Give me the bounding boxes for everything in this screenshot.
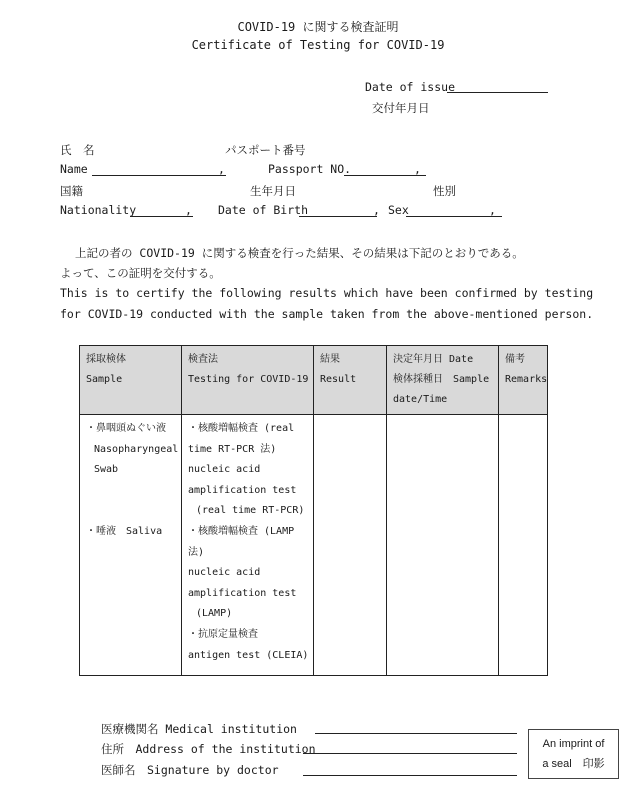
testing-line: nucleic acid xyxy=(188,567,261,579)
nationality-field[interactable] xyxy=(130,204,193,217)
header-remarks-en: Remarks xyxy=(505,374,548,385)
sex-field[interactable] xyxy=(406,204,502,217)
test-results-table xyxy=(79,345,548,676)
name-label: Name xyxy=(60,162,88,176)
statement-en-line2: for COVID-19 conducted with the sample taken from the above-mentioned person. xyxy=(60,307,594,321)
testing-line: amplification test xyxy=(188,484,297,496)
header-remarks xyxy=(499,346,548,415)
nationality-comma: , xyxy=(185,203,192,217)
dob-label: Date of Birth xyxy=(218,203,309,217)
passport-label: Passport NO. xyxy=(268,162,352,176)
title-english: Certificate of Testing for COVID-19 xyxy=(191,38,445,52)
nationality-label-jp: 国籍 xyxy=(60,184,83,198)
date-cell[interactable] xyxy=(387,415,499,676)
dob-comma: , xyxy=(373,203,380,217)
table-row xyxy=(80,415,548,676)
testing-line: time RT-PCR 法) xyxy=(188,443,277,455)
statement-jp-line2: よって、この証明を交付する。 xyxy=(60,266,221,280)
header-sample xyxy=(80,346,182,415)
header-result xyxy=(314,346,387,415)
nationality-label: Nationality xyxy=(60,203,137,217)
header-sample-en: Sample xyxy=(86,374,123,385)
sample-line: ・鼻咽頭ぬぐい液 xyxy=(86,423,166,434)
testing-line: nucleic acid xyxy=(188,464,261,476)
result-cell[interactable] xyxy=(314,415,387,676)
header-date-line3: date/Time xyxy=(393,394,448,405)
seal-box[interactable] xyxy=(528,729,619,779)
header-testing-jp: 検査法 xyxy=(188,354,218,365)
header-date xyxy=(387,346,499,415)
seal-label-line2: a seal 印影 xyxy=(542,758,605,770)
sample-line: Nasopharyngeal xyxy=(94,443,179,455)
doctor-label: 医師名 Signature by doctor xyxy=(101,763,279,777)
seal-label-line1: An imprint of xyxy=(542,738,605,750)
name-label-jp: 氏 名 xyxy=(60,143,95,157)
dob-label-jp: 生年月日 xyxy=(250,184,296,198)
header-testing xyxy=(182,346,314,415)
header-sample-jp: 採取検体 xyxy=(86,354,126,365)
sample-cell xyxy=(80,415,182,676)
testing-line: ・核酸増幅検査 (LAMP xyxy=(188,525,295,537)
remarks-cell[interactable] xyxy=(499,415,548,676)
testing-line: (LAMP) xyxy=(196,608,233,620)
passport-label-jp: パスポート番号 xyxy=(225,143,306,157)
table-header-row xyxy=(80,346,548,415)
institution-label: 医療機関名 Medical institution xyxy=(101,722,297,736)
header-remarks-jp: 備考 xyxy=(505,354,525,365)
date-of-issue-label-jp: 交付年月日 xyxy=(372,101,430,115)
sex-label: Sex xyxy=(388,203,409,217)
sample-line: Swab xyxy=(94,464,119,476)
header-result-en: Result xyxy=(320,374,357,385)
statement-en-line1: This is to certify the following results which have been confirmed by testing xyxy=(60,286,594,300)
sample-line: ・唾液 Saliva xyxy=(86,525,163,537)
title-japanese: COVID-19 に関する検査証明 xyxy=(237,20,399,34)
institution-field[interactable] xyxy=(315,721,517,734)
doctor-signature-field[interactable] xyxy=(303,763,517,776)
sex-comma: , xyxy=(489,203,496,217)
testing-line: antigen test (CLEIA) xyxy=(188,649,309,661)
dob-field[interactable] xyxy=(299,204,377,217)
date-of-issue-label: Date of issue xyxy=(365,80,456,94)
header-date-line2: 検体採種日 Sample xyxy=(393,374,490,385)
testing-line: ・核酸増幅検査 (real xyxy=(188,423,295,434)
name-field[interactable] xyxy=(92,163,226,176)
testing-line: (real time RT-PCR) xyxy=(196,505,305,517)
sex-label-jp: 性別 xyxy=(433,184,456,198)
name-comma: , xyxy=(218,162,225,176)
testing-line: ・抗原定量検査 xyxy=(188,628,258,640)
header-date-line1: 決定年月日 Date xyxy=(393,354,474,365)
passport-comma: , xyxy=(414,162,421,176)
header-result-jp: 結果 xyxy=(320,354,340,365)
header-testing-en: Testing for COVID-19 xyxy=(188,374,309,385)
sample-spacer xyxy=(86,481,175,502)
testing-line: amplification test xyxy=(188,587,297,599)
address-label: 住所 Address of the institution xyxy=(101,742,316,756)
address-field[interactable] xyxy=(303,741,517,754)
sample-spacer xyxy=(86,501,175,522)
testing-cell xyxy=(182,415,314,676)
testing-line: 法) xyxy=(188,546,205,558)
date-of-issue-field[interactable] xyxy=(447,80,548,93)
statement-jp-line1: 上記の者の COVID-19 に関する検査を行った結果、その結果は下記のとおりである。 xyxy=(75,246,524,260)
